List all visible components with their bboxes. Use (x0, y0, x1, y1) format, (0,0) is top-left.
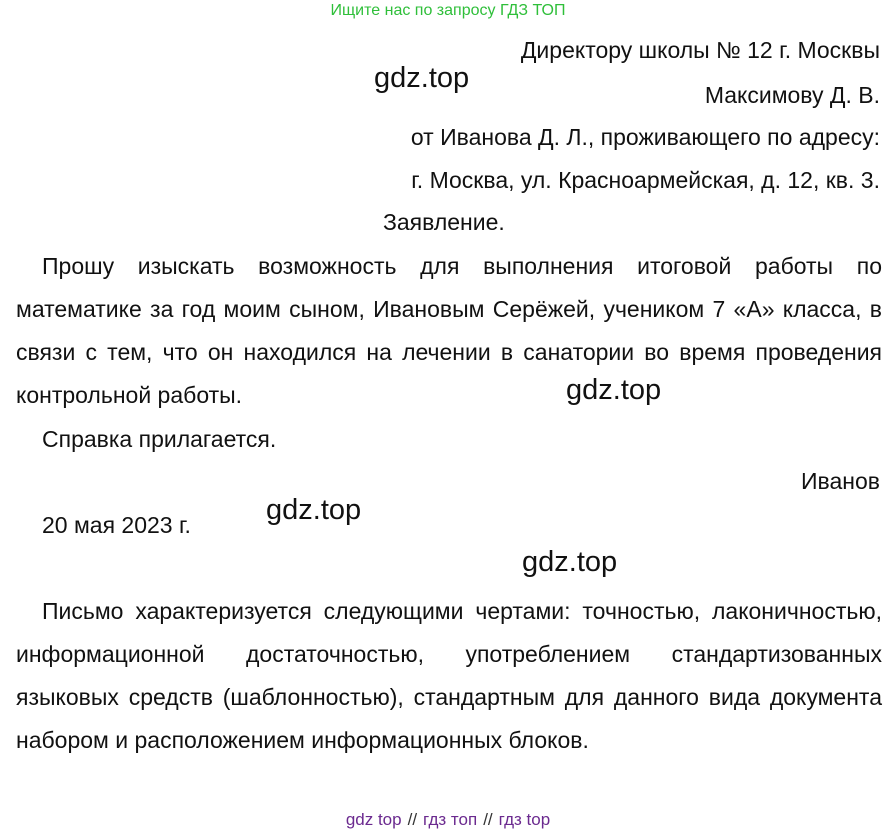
footer-link[interactable]: гдз top (498, 810, 551, 829)
addressee-name: Максимову Д. В. (704, 82, 880, 108)
attachment-note: Справка прилагается. (42, 426, 277, 452)
footer-link[interactable]: gdz top (345, 810, 402, 829)
sender-address: г. Москва, ул. Красноармейская, д. 12, кв. 3. (411, 167, 880, 193)
signature: Иванов (801, 468, 880, 494)
watermark: gdz.top (522, 546, 618, 578)
document-date: 20 мая 2023 г. (42, 512, 191, 538)
footer-separator: // (483, 810, 493, 829)
analysis-paragraph: Письмо характеризуется следующими чертами: точностью, лаконичностью, информационной достаточностью, употреблением стандартизованных языковых средств (шаблонностью), стандартным для данного вида документа набором и расположением информационных блоков. (16, 598, 882, 753)
watermark: gdz.top (374, 62, 470, 94)
watermark: gdz.top (566, 374, 662, 406)
search-banner: Ищите нас по запросу ГДЗ ТОП (330, 2, 566, 19)
footer-links (0, 810, 896, 830)
watermark: gdz.top (266, 494, 362, 526)
footer-separator: // (407, 810, 418, 829)
sender-line: от Иванова Д. Л., проживающего по адресу: (410, 124, 880, 150)
document-title: Заявление. (383, 209, 505, 235)
statement-paragraph: Прошу изыскать возможность для выполнения итоговой работы по математике за год моим сыном, Ивановым Серёжей, учеником 7 «А» класса, в связи с тем, что он находился на лечении в санатории во время проведения контрольной работы. (16, 253, 882, 408)
addressee-line: Директору школы № 12 г. Москвы (520, 37, 880, 63)
footer-link[interactable]: гдз топ (423, 810, 478, 829)
